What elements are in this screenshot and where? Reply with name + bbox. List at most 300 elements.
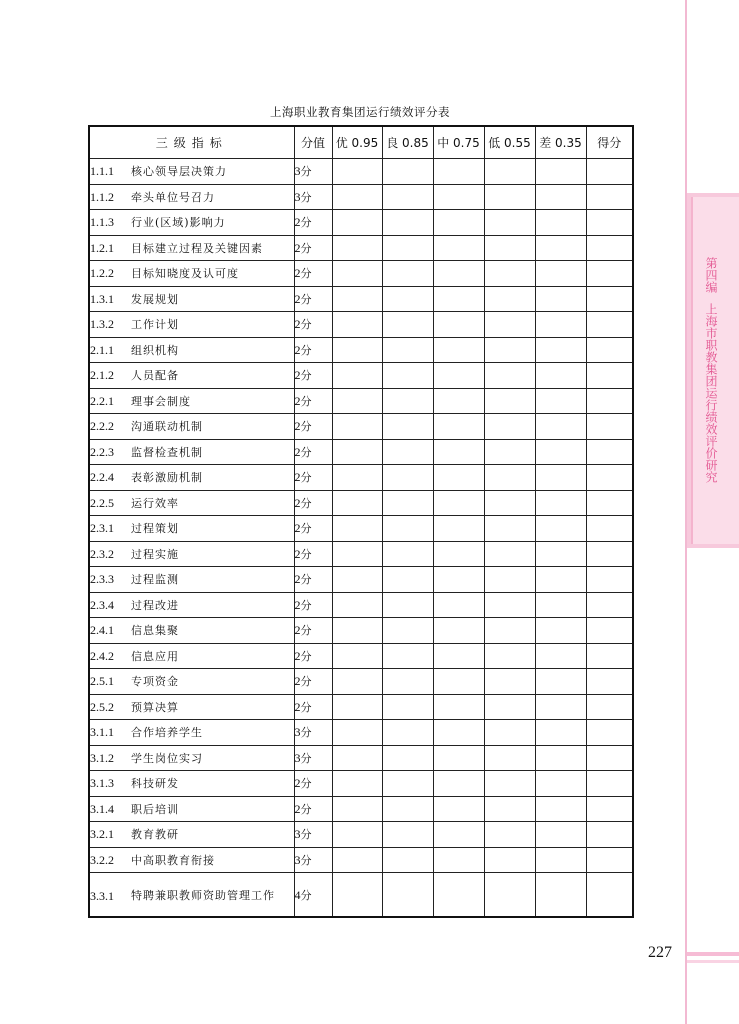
score-cell[interactable]: [586, 592, 633, 618]
page-number-bar: [687, 952, 739, 956]
points-cell: [294, 873, 332, 918]
score-cell[interactable]: [586, 669, 633, 695]
medium-cell[interactable]: [433, 694, 484, 720]
points-unit: 分: [300, 522, 312, 536]
score-cell[interactable]: [586, 312, 633, 338]
medium-cell[interactable]: [433, 771, 484, 797]
page-number-bar-secondary: [687, 960, 739, 963]
points-unit: 分: [300, 777, 312, 791]
header-indicator: 三级指标: [89, 126, 294, 159]
good-cell[interactable]: [382, 618, 433, 644]
indicator-code: 2.2.3: [90, 444, 114, 459]
score-cell[interactable]: [586, 516, 633, 542]
score-cell[interactable]: [586, 184, 633, 210]
points-value: 2: [294, 776, 301, 791]
low-cell[interactable]: [484, 159, 535, 185]
excellent-cell[interactable]: [332, 414, 382, 440]
table-row: [89, 822, 633, 848]
low-cell[interactable]: [484, 847, 535, 873]
low-cell[interactable]: [484, 490, 535, 516]
low-cell[interactable]: [484, 669, 535, 695]
medium-cell[interactable]: [433, 669, 484, 695]
points-cell: [294, 388, 332, 414]
score-cell[interactable]: [586, 618, 633, 644]
points-unit: 分: [300, 267, 312, 281]
score-cell[interactable]: [586, 745, 633, 771]
low-cell[interactable]: [484, 286, 535, 312]
good-cell[interactable]: [382, 592, 433, 618]
poor-cell[interactable]: [535, 873, 586, 918]
points-unit: 分: [300, 624, 312, 638]
low-cell[interactable]: [484, 439, 535, 465]
indicator-name: 沟通联动机制: [131, 420, 203, 434]
poor-cell[interactable]: [535, 388, 586, 414]
chapter-side-tab-inner: [691, 197, 739, 544]
poor-cell[interactable]: [535, 286, 586, 312]
indicator-cell: [89, 261, 294, 287]
poor-cell[interactable]: [535, 592, 586, 618]
indicator-code: 1.2.2: [90, 266, 114, 281]
score-cell[interactable]: [586, 822, 633, 848]
indicator-code: 3.3.1: [90, 888, 114, 903]
indicator-name: 人员配备: [131, 369, 179, 383]
excellent-cell[interactable]: [332, 337, 382, 363]
table-row: [89, 184, 633, 210]
good-cell[interactable]: [382, 388, 433, 414]
medium-cell[interactable]: [433, 261, 484, 287]
score-cell[interactable]: [586, 694, 633, 720]
indicator-cell: [89, 516, 294, 542]
low-cell[interactable]: [484, 261, 535, 287]
points-cell: [294, 822, 332, 848]
indicator-code: 2.4.1: [90, 623, 114, 638]
poor-cell[interactable]: [535, 490, 586, 516]
indicator-code: 2.3.1: [90, 521, 114, 536]
indicator-name: 信息应用: [131, 649, 179, 663]
medium-cell[interactable]: [433, 643, 484, 669]
poor-cell[interactable]: [535, 516, 586, 542]
low-cell[interactable]: [484, 363, 535, 389]
poor-cell[interactable]: [535, 159, 586, 185]
table-row: [89, 235, 633, 261]
medium-cell[interactable]: [433, 873, 484, 918]
low-cell[interactable]: [484, 771, 535, 797]
good-cell[interactable]: [382, 465, 433, 491]
medium-cell[interactable]: [433, 184, 484, 210]
indicator-code: 2.1.2: [90, 368, 114, 383]
points-cell: [294, 337, 332, 363]
poor-cell[interactable]: [535, 210, 586, 236]
indicator-name: 工作计划: [131, 318, 179, 332]
excellent-cell[interactable]: [332, 847, 382, 873]
excellent-cell[interactable]: [332, 490, 382, 516]
medium-cell[interactable]: [433, 822, 484, 848]
low-cell[interactable]: [484, 541, 535, 567]
good-cell[interactable]: [382, 745, 433, 771]
table-row: [89, 516, 633, 542]
excellent-cell[interactable]: [332, 771, 382, 797]
poor-cell[interactable]: [535, 184, 586, 210]
medium-cell[interactable]: [433, 745, 484, 771]
points-cell: [294, 541, 332, 567]
indicator-cell: [89, 771, 294, 797]
indicator-cell: [89, 414, 294, 440]
low-cell[interactable]: [484, 312, 535, 338]
poor-cell[interactable]: [535, 745, 586, 771]
points-value: 3: [294, 852, 301, 867]
medium-cell[interactable]: [433, 720, 484, 746]
points-cell: [294, 159, 332, 185]
table-row: [89, 312, 633, 338]
poor-cell[interactable]: [535, 694, 586, 720]
score-cell[interactable]: [586, 873, 633, 918]
medium-cell[interactable]: [433, 439, 484, 465]
score-cell[interactable]: [586, 541, 633, 567]
points-unit: 分: [300, 343, 312, 357]
indicator-name: 合作培养学生: [131, 726, 203, 740]
poor-cell[interactable]: [535, 669, 586, 695]
points-cell: [294, 439, 332, 465]
points-value: 2: [294, 342, 301, 357]
low-cell[interactable]: [484, 720, 535, 746]
table-row: [89, 541, 633, 567]
table-row: [89, 796, 633, 822]
low-cell[interactable]: [484, 516, 535, 542]
table-row: [89, 388, 633, 414]
excellent-cell[interactable]: [332, 694, 382, 720]
low-cell[interactable]: [484, 745, 535, 771]
poor-cell[interactable]: [535, 439, 586, 465]
table-row: [89, 669, 633, 695]
indicator-code: 2.3.2: [90, 546, 114, 561]
medium-cell[interactable]: [433, 465, 484, 491]
score-cell[interactable]: [586, 796, 633, 822]
low-cell[interactable]: [484, 643, 535, 669]
indicator-code: 3.1.3: [90, 776, 114, 791]
points-unit: 分: [300, 700, 312, 714]
table-row: [89, 414, 633, 440]
good-cell[interactable]: [382, 847, 433, 873]
points-unit: 分: [300, 318, 312, 332]
points-cell: [294, 771, 332, 797]
points-value: 3: [294, 750, 301, 765]
score-cell[interactable]: [586, 261, 633, 287]
indicator-name: 特聘兼职教师资助管理工作: [131, 888, 275, 902]
table-caption: 上海职业教育集团运行绩效评分表: [270, 105, 450, 119]
medium-cell[interactable]: [433, 618, 484, 644]
score-cell[interactable]: [586, 490, 633, 516]
excellent-cell[interactable]: [332, 159, 382, 185]
good-cell[interactable]: [382, 261, 433, 287]
indicator-code: 2.5.1: [90, 674, 114, 689]
good-cell[interactable]: [382, 363, 433, 389]
indicator-code: 2.2.5: [90, 495, 114, 510]
poor-cell[interactable]: [535, 541, 586, 567]
poor-cell[interactable]: [535, 618, 586, 644]
indicator-cell: [89, 873, 294, 918]
points-cell: [294, 592, 332, 618]
indicator-name: 核心领导层决策力: [131, 165, 227, 179]
score-cell[interactable]: [586, 771, 633, 797]
indicator-code: 2.3.4: [90, 597, 114, 612]
low-cell[interactable]: [484, 873, 535, 918]
poor-cell[interactable]: [535, 567, 586, 593]
medium-cell[interactable]: [433, 159, 484, 185]
medium-cell[interactable]: [433, 363, 484, 389]
indicator-code: 2.2.1: [90, 393, 114, 408]
excellent-cell[interactable]: [332, 643, 382, 669]
indicator-code: 3.1.4: [90, 801, 114, 816]
excellent-cell[interactable]: [332, 720, 382, 746]
points-value: 2: [294, 419, 301, 434]
score-cell[interactable]: [586, 337, 633, 363]
medium-cell[interactable]: [433, 516, 484, 542]
good-cell[interactable]: [382, 541, 433, 567]
points-cell: [294, 745, 332, 771]
indicator-cell: [89, 643, 294, 669]
excellent-cell[interactable]: [332, 592, 382, 618]
score-cell[interactable]: [586, 388, 633, 414]
table-row: [89, 873, 633, 918]
good-cell[interactable]: [382, 567, 433, 593]
score-table: [88, 125, 634, 918]
indicator-code: 2.3.3: [90, 572, 114, 587]
medium-cell[interactable]: [433, 312, 484, 338]
good-cell[interactable]: [382, 184, 433, 210]
table-body: [89, 159, 633, 918]
poor-cell[interactable]: [535, 465, 586, 491]
score-cell[interactable]: [586, 643, 633, 669]
medium-cell[interactable]: [433, 847, 484, 873]
indicator-code: 2.2.4: [90, 470, 114, 485]
score-cell[interactable]: [586, 567, 633, 593]
poor-cell[interactable]: [535, 771, 586, 797]
good-cell[interactable]: [382, 286, 433, 312]
low-cell[interactable]: [484, 694, 535, 720]
excellent-cell[interactable]: [332, 210, 382, 236]
points-unit: 分: [300, 751, 312, 765]
points-value: 2: [294, 291, 301, 306]
good-cell[interactable]: [382, 490, 433, 516]
indicator-cell: [89, 210, 294, 236]
excellent-cell[interactable]: [332, 516, 382, 542]
points-value: 2: [294, 215, 301, 230]
indicator-cell: [89, 184, 294, 210]
indicator-code: 2.2.2: [90, 419, 114, 434]
good-cell[interactable]: [382, 210, 433, 236]
points-value: 2: [294, 572, 301, 587]
medium-cell[interactable]: [433, 796, 484, 822]
points-value: 2: [294, 495, 301, 510]
low-cell[interactable]: [484, 822, 535, 848]
points-cell: [294, 796, 332, 822]
good-cell[interactable]: [382, 312, 433, 338]
good-cell[interactable]: [382, 796, 433, 822]
good-cell[interactable]: [382, 822, 433, 848]
points-unit: 分: [300, 828, 312, 842]
good-cell[interactable]: [382, 669, 433, 695]
excellent-cell[interactable]: [332, 796, 382, 822]
excellent-cell[interactable]: [332, 541, 382, 567]
indicator-cell: [89, 388, 294, 414]
page-number: 227: [648, 944, 672, 961]
indicator-cell: [89, 235, 294, 261]
good-cell[interactable]: [382, 720, 433, 746]
poor-cell[interactable]: [535, 261, 586, 287]
indicator-code: 1.3.2: [90, 317, 114, 332]
points-value: 2: [294, 699, 301, 714]
header-low: 低 0.55: [484, 126, 535, 159]
indicator-cell: [89, 363, 294, 389]
excellent-cell[interactable]: [332, 388, 382, 414]
score-cell[interactable]: [586, 286, 633, 312]
low-cell[interactable]: [484, 618, 535, 644]
score-cell[interactable]: [586, 210, 633, 236]
indicator-name: 表彰激励机制: [131, 471, 203, 485]
points-cell: [294, 567, 332, 593]
medium-cell[interactable]: [433, 414, 484, 440]
score-cell[interactable]: [586, 414, 633, 440]
excellent-cell[interactable]: [332, 745, 382, 771]
low-cell[interactable]: [484, 388, 535, 414]
points-value: 2: [294, 317, 301, 332]
poor-cell[interactable]: [535, 414, 586, 440]
excellent-cell[interactable]: [332, 618, 382, 644]
low-cell[interactable]: [484, 184, 535, 210]
excellent-cell[interactable]: [332, 286, 382, 312]
points-unit: 分: [300, 165, 312, 179]
table-row: [89, 363, 633, 389]
excellent-cell[interactable]: [332, 261, 382, 287]
score-cell[interactable]: [586, 720, 633, 746]
points-value: 3: [294, 827, 301, 842]
score-cell[interactable]: [586, 465, 633, 491]
poor-cell[interactable]: [535, 337, 586, 363]
points-value: 2: [294, 648, 301, 663]
indicator-name: 运行效率: [131, 496, 179, 510]
points-value: 3: [294, 725, 301, 740]
points-unit: 分: [300, 394, 312, 408]
low-cell[interactable]: [484, 567, 535, 593]
points-cell: [294, 414, 332, 440]
indicator-code: 1.1.1: [90, 164, 114, 179]
good-cell[interactable]: [382, 771, 433, 797]
indicator-name: 理事会制度: [131, 394, 191, 408]
indicator-name: 组织机构: [131, 343, 179, 357]
poor-cell[interactable]: [535, 312, 586, 338]
medium-cell[interactable]: [433, 235, 484, 261]
points-value: 2: [294, 368, 301, 383]
indicator-name: 目标建立过程及关键因素: [131, 241, 263, 255]
poor-cell[interactable]: [535, 822, 586, 848]
excellent-cell[interactable]: [332, 184, 382, 210]
low-cell[interactable]: [484, 796, 535, 822]
excellent-cell[interactable]: [332, 235, 382, 261]
excellent-cell[interactable]: [332, 873, 382, 918]
indicator-cell: [89, 669, 294, 695]
points-value: 2: [294, 674, 301, 689]
points-cell: [294, 261, 332, 287]
medium-cell[interactable]: [433, 337, 484, 363]
score-cell[interactable]: [586, 159, 633, 185]
low-cell[interactable]: [484, 465, 535, 491]
excellent-cell[interactable]: [332, 567, 382, 593]
poor-cell[interactable]: [535, 720, 586, 746]
poor-cell[interactable]: [535, 235, 586, 261]
indicator-name: 预算决算: [131, 700, 179, 714]
header-points: 分值: [294, 126, 332, 159]
medium-cell[interactable]: [433, 388, 484, 414]
medium-cell[interactable]: [433, 286, 484, 312]
indicator-cell: [89, 694, 294, 720]
header-excellent: 优 0.95: [332, 126, 382, 159]
medium-cell[interactable]: [433, 592, 484, 618]
good-cell[interactable]: [382, 235, 433, 261]
poor-cell[interactable]: [535, 796, 586, 822]
score-cell[interactable]: [586, 439, 633, 465]
low-cell[interactable]: [484, 337, 535, 363]
good-cell[interactable]: [382, 439, 433, 465]
score-cell[interactable]: [586, 847, 633, 873]
poor-cell[interactable]: [535, 847, 586, 873]
excellent-cell[interactable]: [332, 669, 382, 695]
indicator-name: 专项资金: [131, 675, 179, 689]
indicator-cell: [89, 720, 294, 746]
poor-cell[interactable]: [535, 363, 586, 389]
indicator-code: 2.5.2: [90, 699, 114, 714]
indicator-name: 过程监测: [131, 573, 179, 587]
points-unit: 分: [300, 292, 312, 306]
points-value: 4: [294, 887, 301, 902]
medium-cell[interactable]: [433, 541, 484, 567]
good-cell[interactable]: [382, 414, 433, 440]
poor-cell[interactable]: [535, 643, 586, 669]
indicator-cell: [89, 567, 294, 593]
points-cell: [294, 720, 332, 746]
score-cell[interactable]: [586, 235, 633, 261]
score-cell[interactable]: [586, 363, 633, 389]
table-row: [89, 465, 633, 491]
points-value: 2: [294, 393, 301, 408]
excellent-cell[interactable]: [332, 822, 382, 848]
low-cell[interactable]: [484, 592, 535, 618]
table-row: [89, 159, 633, 185]
good-cell[interactable]: [382, 516, 433, 542]
medium-cell[interactable]: [433, 567, 484, 593]
indicator-code: 1.3.1: [90, 291, 114, 306]
points-cell: [294, 235, 332, 261]
low-cell[interactable]: [484, 235, 535, 261]
low-cell[interactable]: [484, 210, 535, 236]
medium-cell[interactable]: [433, 490, 484, 516]
excellent-cell[interactable]: [332, 439, 382, 465]
excellent-cell[interactable]: [332, 312, 382, 338]
table-row: [89, 592, 633, 618]
good-cell[interactable]: [382, 873, 433, 918]
good-cell[interactable]: [382, 159, 433, 185]
good-cell[interactable]: [382, 694, 433, 720]
points-value: 3: [294, 164, 301, 179]
medium-cell[interactable]: [433, 210, 484, 236]
excellent-cell[interactable]: [332, 465, 382, 491]
good-cell[interactable]: [382, 643, 433, 669]
low-cell[interactable]: [484, 414, 535, 440]
points-unit: 分: [300, 445, 312, 459]
good-cell[interactable]: [382, 337, 433, 363]
indicator-cell: [89, 822, 294, 848]
excellent-cell[interactable]: [332, 363, 382, 389]
points-value: 2: [294, 521, 301, 536]
